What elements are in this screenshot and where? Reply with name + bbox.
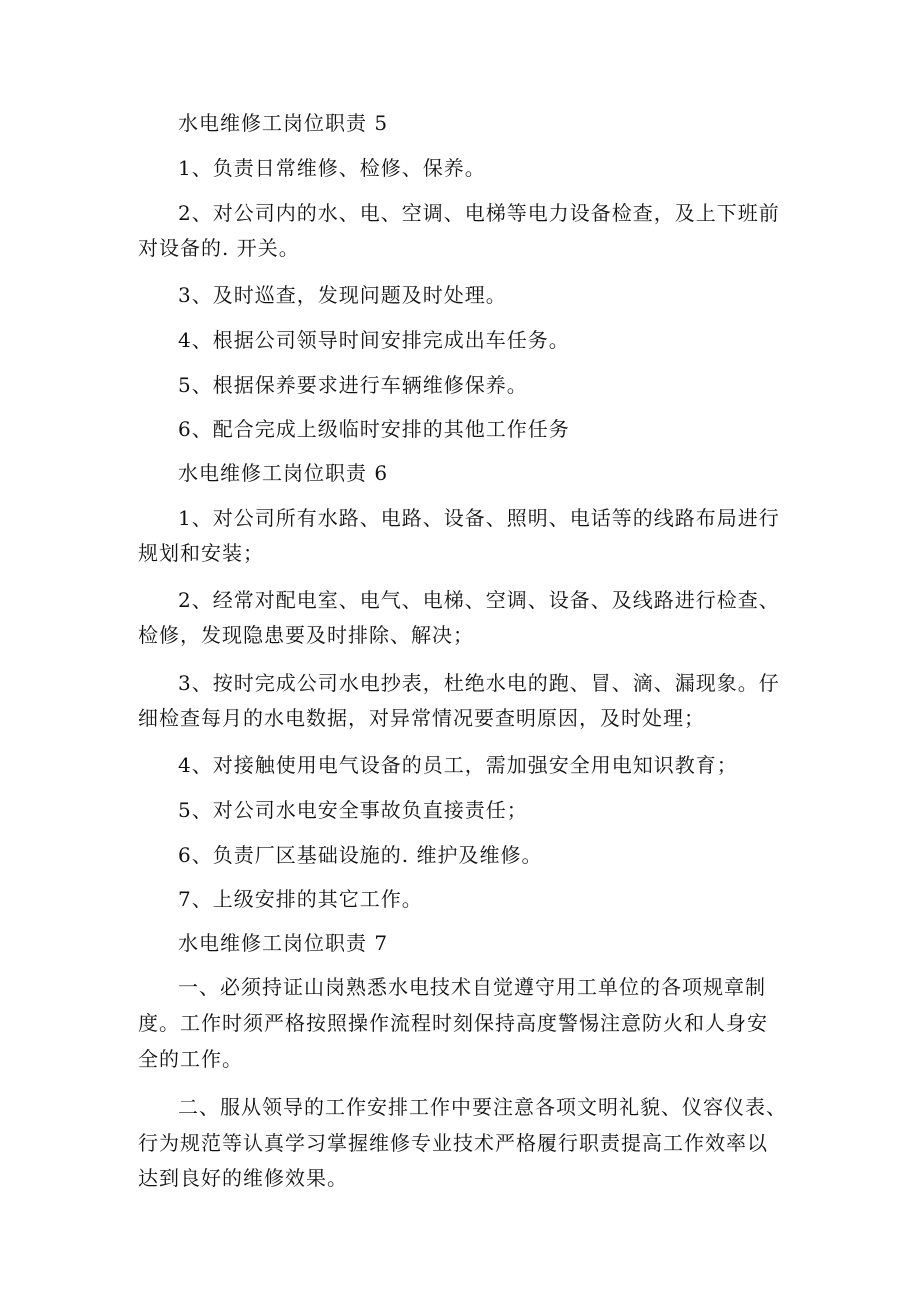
paragraph-line: 1、负责日常维修、检修、保养。 <box>178 156 486 180</box>
paragraph-line: 3、按时完成公司水电抄表，杜绝水电的跑、冒、滴、漏现象。仔 <box>178 671 780 695</box>
paragraph-line: 对设备的. 开关。 <box>138 236 300 260</box>
paragraph-line: 6、负责厂区基础设施的. 维护及维修。 <box>178 843 543 867</box>
paragraph-line: 3、及时巡查，发现问题及时处理。 <box>178 283 507 307</box>
paragraph-line: 细检查每月的水电数据，对异常情况要查明原因，及时处理； <box>138 706 705 730</box>
paragraph-line: 4、对接触使用电气设备的员工，需加强安全用电知识教育； <box>178 753 738 777</box>
paragraph-line: 二、服从领导的工作安排工作中要注意各项文明礼貌、仪容仪表、 <box>178 1095 787 1119</box>
paragraph-line: 2、对公司内的水、电、空调、电梯等电力设备检查，及上下班前 <box>178 201 780 225</box>
paragraph-line: 1、对公司所有水路、电路、设备、照明、电话等的线路布局进行 <box>178 506 780 530</box>
paragraph-line: 规划和安装； <box>138 541 264 565</box>
paragraph-line: 5、对公司水电安全事故负直接责任； <box>178 798 528 822</box>
paragraph-line: 7、上级安排的其它工作。 <box>178 887 423 911</box>
paragraph-line: 行为规范等认真学习掌握维修专业技术严格履行职责提高工作效率以 <box>138 1131 768 1155</box>
paragraph-line: 2、经常对配电室、电气、电梯、空调、设备、及线路进行检查、 <box>178 588 780 612</box>
paragraph-line: 度。工作时须严格按照操作流程时刻保持高度警惕注意防火和人身安 <box>138 1011 768 1035</box>
paragraph-line: 达到良好的维修效果。 <box>138 1166 348 1190</box>
section-title-6: 水电维修工岗位职责 6 <box>178 461 389 485</box>
paragraph-line: 6、配合完成上级临时安排的其他工作任务 <box>178 417 570 441</box>
paragraph-line: 检修，发现隐患要及时排除、解决； <box>138 623 474 647</box>
section-title-5: 水电维修工岗位职责 5 <box>178 111 389 135</box>
paragraph-line: 全的工作。 <box>138 1047 243 1071</box>
paragraph-line: 一、必须持证山岗熟悉水电技术自觉遵守用工单位的各项规章制 <box>178 975 766 999</box>
paragraph-line: 4、根据公司领导时间安排完成出车任务。 <box>178 328 570 352</box>
section-title-7: 水电维修工岗位职责 7 <box>178 931 389 955</box>
paragraph-line: 5、根据保养要求进行车辆维修保养。 <box>178 373 528 397</box>
